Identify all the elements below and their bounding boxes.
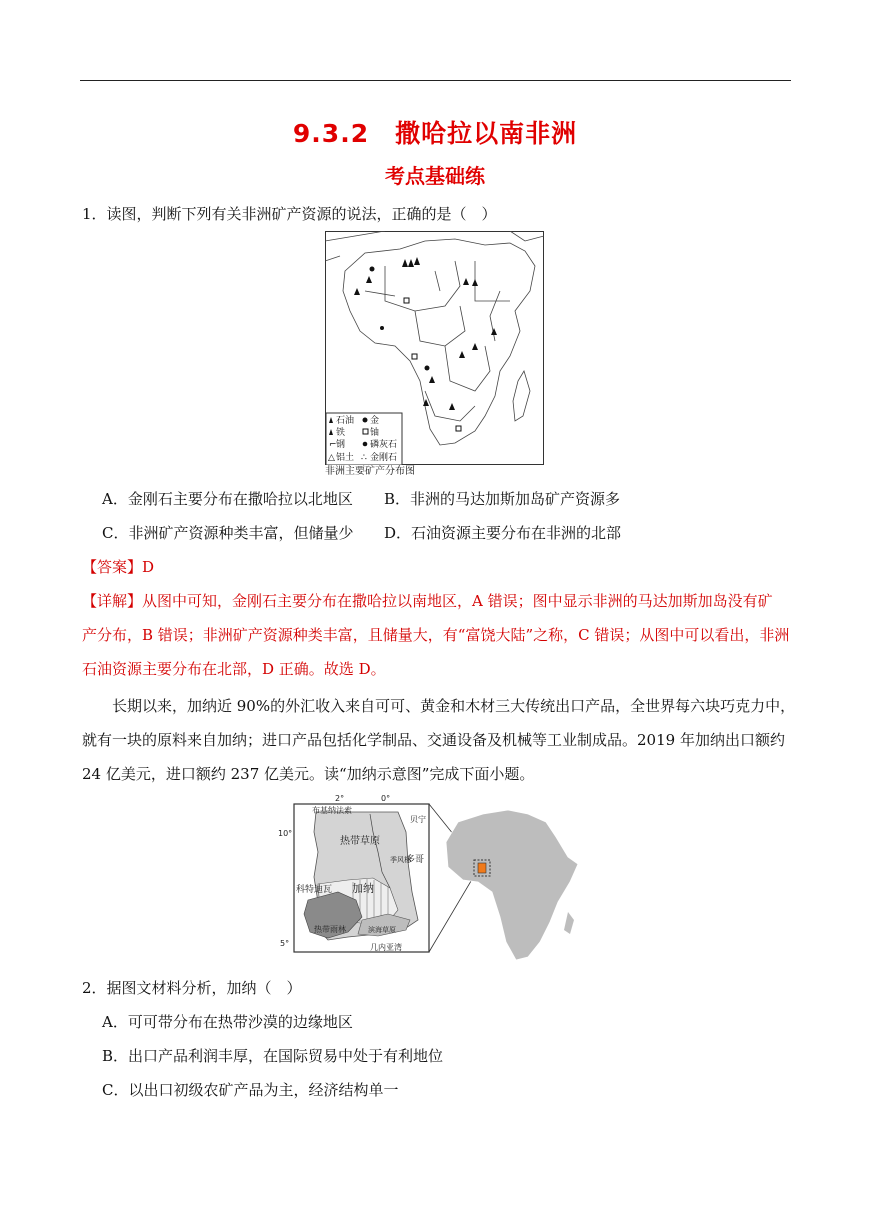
q1-explain-line-3: 石油资源主要分布在北部，D 正确。故选 D。 [82, 660, 386, 678]
svg-text:滨海草原: 滨海草原 [368, 926, 396, 934]
svg-text:10°: 10° [278, 829, 293, 838]
africa-mineral-map [325, 231, 544, 465]
mineral-map-caption: 非洲主要矿产分布图 [325, 466, 415, 477]
q1-explain-line-2: 产分布，B 错误；非洲矿产资源种类丰富，且储量大，有“富饶大陆”之称，C 错误；从图中可以看出，非洲 [82, 626, 790, 644]
ghana-map [278, 792, 586, 964]
page-subtitle: 考点基础练 [385, 164, 485, 188]
svg-text:金: 金 [370, 416, 380, 426]
svg-text:布基纳法索: 布基纳法索 [312, 806, 352, 815]
svg-text:磷灰石: 磷灰石 [370, 440, 398, 450]
svg-text:铀: 铀 [370, 428, 380, 438]
q1-option-a: A．金刚石主要分布在撒哈拉以北地区 [102, 490, 353, 508]
svg-text:⌐: ⌐ [329, 440, 337, 450]
svg-text:季风林: 季风林 [390, 856, 411, 864]
q1-option-b: B．非洲的马达加斯加岛矿产资源多 [384, 490, 621, 508]
passage-line-2: 就有一块的原料来自加纳；进口产品包括化学制品、交通设备及机械等工业制成品。2019 年加纳出口额约 [82, 731, 785, 749]
svg-text:多哥: 多哥 [406, 855, 425, 865]
page-title: 9.3.2 撒哈拉以南非洲 [292, 119, 578, 148]
svg-text:金刚石: 金刚石 [370, 453, 398, 463]
q1-option-c: C．非洲矿产资源种类丰富，但储量少 [102, 524, 354, 542]
q1-explain-line-1: 【详解】从图中可知，金刚石主要分布在撒哈拉以南地区，A 错误；图中显示非洲的马达加斯加岛没有矿 [82, 592, 773, 610]
svg-text:热带雨林: 热带雨林 [314, 925, 346, 934]
svg-text:科特迪瓦: 科特迪瓦 [296, 885, 333, 895]
header-rule [80, 80, 791, 81]
q2-option-b: B．出口产品利润丰厚，在国际贸易中处于有利地位 [102, 1047, 444, 1065]
svg-text:5°: 5° [280, 939, 290, 948]
q1-option-d: D．石油资源主要分布在非洲的北部 [384, 524, 622, 542]
question-2-stem: 2．据图文材料分析，加纳（ ） [82, 979, 302, 997]
svg-text:几内亚湾: 几内亚湾 [370, 943, 402, 952]
svg-text:钢: 钢 [336, 440, 346, 450]
svg-text:2°: 2° [335, 794, 345, 803]
q2-option-c: C．以出口初级农矿产品为主，经济结构单一 [102, 1081, 399, 1099]
svg-text:铁: 铁 [336, 428, 346, 438]
svg-text:0°: 0° [381, 794, 391, 803]
svg-text:∴: ∴ [361, 453, 367, 463]
svg-text:加纳: 加纳 [352, 882, 374, 895]
svg-text:贝宁: 贝宁 [410, 815, 426, 824]
svg-text:热带草原: 热带草原 [340, 836, 380, 847]
q1-answer: 【答案】D [82, 558, 155, 576]
question-1-stem: 1．读图，判断下列有关非洲矿产资源的说法，正确的是（ ） [82, 205, 497, 223]
q2-option-a: A．可可带分布在热带沙漠的边缘地区 [102, 1013, 353, 1031]
passage-line-1: 长期以来，加纳近 90%的外汇收入来自可可、黄金和木材三大传统出口产品，全世界每六块巧克力中， [112, 697, 796, 715]
svg-text:△: △ [328, 453, 335, 463]
svg-text:铝土: 铝土 [336, 453, 355, 463]
svg-text:石油: 石油 [336, 416, 355, 426]
passage-line-3: 24 亿美元，进口额约 237 亿美元。读“加纳示意图”完成下面小题。 [82, 765, 535, 783]
